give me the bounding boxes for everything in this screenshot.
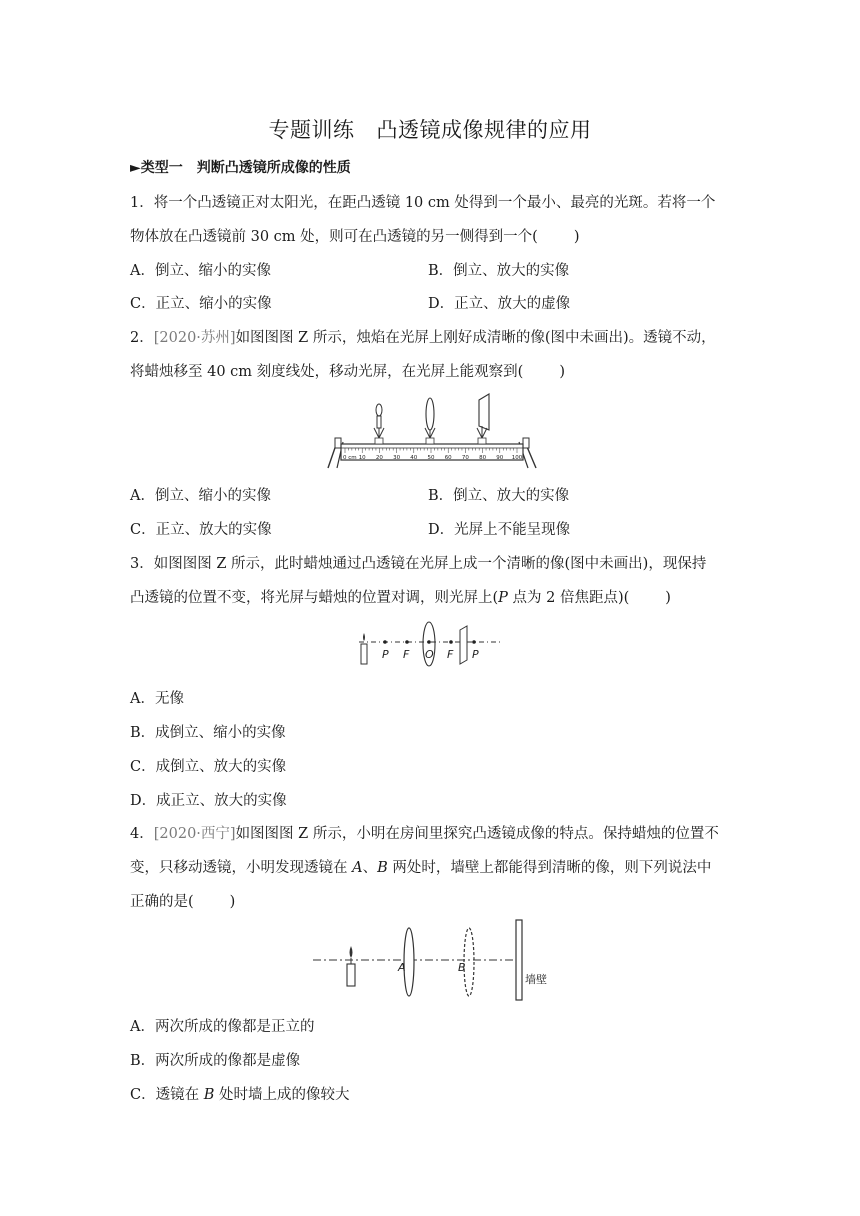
q2-line2 <box>130 360 565 381</box>
q4-option-c-text: C．透镜在 <box>130 1087 204 1103</box>
q2-number: 2． <box>130 330 154 346</box>
ruler-tick-label: 30 <box>393 455 401 461</box>
point-p-left <box>383 640 387 644</box>
label-f-left: F <box>403 648 410 661</box>
q4-option-c[interactable] <box>130 1083 349 1104</box>
q1-line1: 1．将一个凸透镜正对太阳光，在距凸透镜 10 cm 处得到一个最小、最亮的光斑。若将一个 <box>130 195 716 211</box>
q3-option-c[interactable]: C．成倒立、放大的实像 <box>130 759 287 775</box>
light-screen-icon <box>460 626 467 664</box>
ruler-tick-label: 50 <box>427 455 435 461</box>
q2-option-a[interactable]: A．倒立、缩小的实像 <box>130 488 271 504</box>
q1-option-c[interactable]: C．正立、缩小的实像 <box>130 296 272 312</box>
ruler-tick-label: 0 cm <box>343 455 357 461</box>
q1-option-d[interactable]: D．正立、放大的虚像 <box>428 296 571 312</box>
q2-option-b[interactable]: B．倒立、放大的实像 <box>428 488 570 504</box>
q4-paren-close: ) <box>229 894 236 910</box>
ruler-tick-label: 90 <box>496 455 504 461</box>
q1-line2-text: 物体放在凸透镜前 30 cm 处，则可在凸透镜的另一侧得到一个( <box>130 229 538 245</box>
q2-optical-bench-figure <box>325 392 540 470</box>
label-f-right: F <box>447 648 454 661</box>
label-o: O <box>425 648 434 661</box>
q3-line2 <box>130 586 671 607</box>
label-wall: 墙壁 <box>525 973 547 986</box>
q1-line2 <box>130 225 579 246</box>
label-a: A <box>398 961 406 974</box>
q3-option-a[interactable]: A．无像 <box>130 691 184 707</box>
q4-wall-diagram <box>311 918 553 1006</box>
q1-option-b[interactable]: B．倒立、放大的实像 <box>428 263 570 279</box>
bench-end-left <box>335 438 341 448</box>
q4-line3-text: 正确的是( <box>130 894 194 910</box>
q2-line1 <box>130 326 716 347</box>
q3-option-d[interactable]: D．成正立、放大的实像 <box>130 793 287 809</box>
section-heading: ►类型一 判断凸透镜所成像的性质 <box>130 160 351 176</box>
q4-option-c-rest: 处时墙上成的像较大 <box>214 1087 350 1103</box>
q4-line2-sep: 、 <box>362 860 378 876</box>
q3-point-p: P <box>498 590 508 606</box>
q3-option-b[interactable]: B．成倒立、缩小的实像 <box>130 725 286 741</box>
ruler-tick-label: 60 <box>444 455 452 461</box>
q1-option-a[interactable]: A．倒立、缩小的实像 <box>130 263 271 279</box>
q3-paren-close: ) <box>665 590 671 606</box>
page-title <box>0 114 860 144</box>
q4-source: [2020·西宁] <box>153 826 236 842</box>
q3-line1: 3．如图图图 Z 所示，此时蜡烛通过凸透镜在光屏上成一个清晰的像(图中未画出)，现保持 <box>130 556 707 572</box>
point-o <box>427 640 431 644</box>
ruler-tick-label: 40 <box>410 455 418 461</box>
bench-end-right <box>523 438 529 448</box>
q4-line1 <box>130 822 719 843</box>
q3-line2-note: 点为 2 倍焦距点)( <box>507 590 630 606</box>
q2-line2-text: 将蜡烛移至 40 cm 刻度线处，移动光屏，在光屏上能观察到( <box>130 364 524 380</box>
title-sub: 凸透镜成像规律的应用 <box>376 118 592 142</box>
point-p-right <box>472 640 476 644</box>
q2-line1-text: 如图图图 Z 所示，烛焰在光屏上刚好成清晰的像(图中未画出)。透镜不动， <box>235 330 716 346</box>
label-p-left: P <box>382 648 389 661</box>
convex-lens-icon <box>425 398 435 444</box>
candle-icon <box>347 946 355 986</box>
q4-option-a[interactable]: A．两次所成的像都是正立的 <box>130 1019 315 1035</box>
wall-icon <box>516 920 522 1000</box>
candle-icon <box>361 633 367 664</box>
q4-line3 <box>130 890 235 911</box>
q4-line2-text: 变，只移动透镜，小明发现透镜在 <box>130 860 353 876</box>
q2-paren-close: ) <box>559 364 565 380</box>
q4-point-a: A <box>352 860 363 876</box>
ruler-tick-label: 70 <box>461 455 469 461</box>
q1-paren-close: ) <box>573 229 580 245</box>
label-b: B <box>458 961 466 974</box>
q4-line2 <box>130 856 711 877</box>
point-f-right <box>449 640 453 644</box>
ruler-tick-label: 10 <box>358 455 366 461</box>
q4-point-b: B <box>377 860 388 876</box>
q4-line1-text: 如图图图 Z 所示，小明在房间里探究凸透镜成像的特点。保持蜡烛的位置不 <box>235 826 719 842</box>
point-f-left <box>405 640 409 644</box>
q3-line2-text: 凸透镜的位置不变，将光屏与蜡烛的位置对调，则光屏上( <box>130 590 499 606</box>
q2-source: [2020·苏州] <box>153 330 236 346</box>
q4-option-b[interactable]: B．两次所成的像都是虚像 <box>130 1053 301 1069</box>
q4-line2-rest: 两处时，墙壁上都能得到清晰的像，则下列说法中 <box>387 860 712 876</box>
ruler-tick-label: 80 <box>479 455 487 461</box>
q2-option-c[interactable]: C．正立、放大的实像 <box>130 522 272 538</box>
ruler-tick-label: 20 <box>375 455 383 461</box>
light-screen-icon <box>477 394 489 444</box>
q3-lens-diagram <box>355 620 503 672</box>
candle-icon <box>374 404 384 444</box>
q4-number: 4． <box>130 826 154 842</box>
q2-option-d[interactable]: D．光屏上不能呈现像 <box>428 522 571 538</box>
q4-option-c-point: B <box>203 1087 215 1103</box>
ruler-tick-label: 100 <box>511 455 523 461</box>
label-p-right: P <box>472 648 479 661</box>
title-main: 专题训练 <box>268 118 355 142</box>
